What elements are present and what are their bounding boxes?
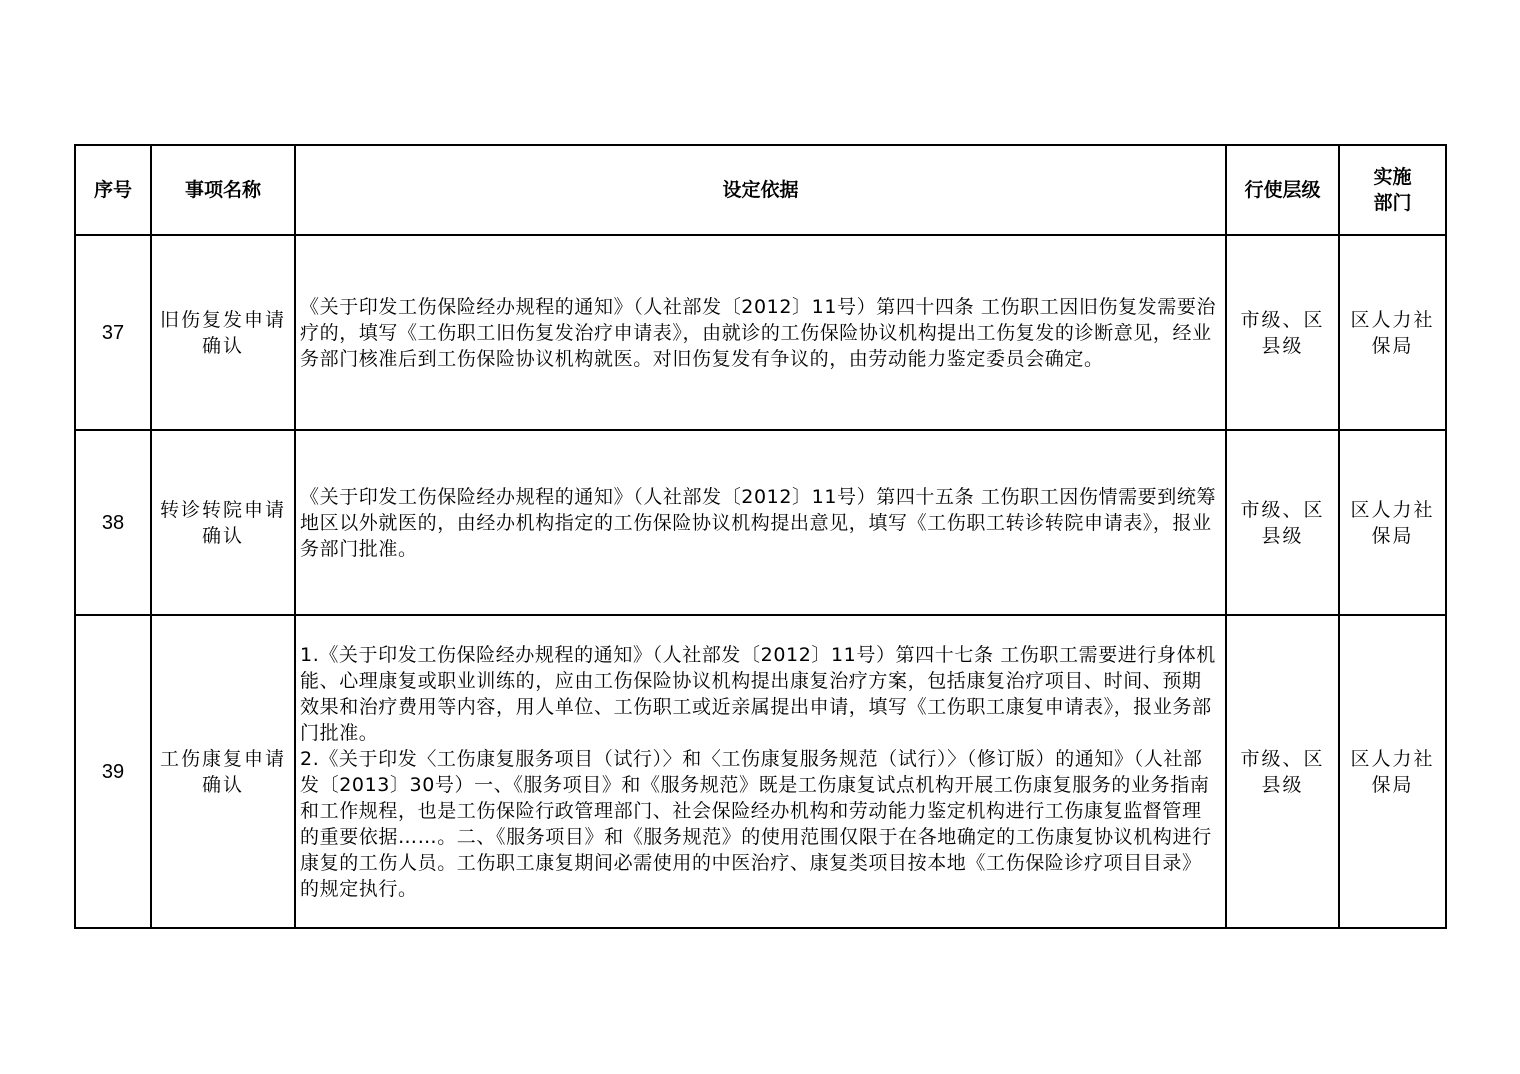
header-level: 行使层级 (1226, 145, 1339, 235)
table-row (75, 615, 1446, 928)
row-level: 市级、区县级 (1226, 615, 1339, 928)
header-name: 事项名称 (151, 145, 295, 235)
row-dept: 区人力社保局 (1339, 235, 1446, 430)
row-seq: 38 (75, 430, 151, 615)
row-seq: 37 (75, 235, 151, 430)
header-dept-line2: 部门 (1373, 192, 1412, 214)
row-item-name: 工伤康复申请确认 (151, 615, 295, 928)
row-dept: 区人力社保局 (1339, 430, 1446, 615)
row-basis (295, 615, 1226, 928)
row-item-name: 旧伤复发申请确认 (151, 235, 295, 430)
row-basis (295, 430, 1226, 615)
items-table (74, 144, 1447, 929)
basis-paragraph: 1.《关于印发工伤保险经办规程的通知》（人社部发〔2012〕11号）第四十七条 工伤职工需要进行身体机能、心理康复或职业训练的，应由工伤保险协议机构提出康复治疗方案，包括康复治疗项目、时间、预期效果和治疗费用等内容，用人单位、工伤职工或近亲属提出申请，填写《工伤职工康复申请表》，报业务部门批准。 (300, 643, 1216, 744)
table-row (75, 235, 1446, 430)
row-level: 市级、区县级 (1226, 430, 1339, 615)
row-basis (295, 235, 1226, 430)
basis-paragraph: 2.《关于印发〈工伤康复服务项目（试行）〉和〈工伤康复服务规范（试行）〉（修订版）的通知》（人社部发〔2013〕30号）一、《服务项目》和《服务规范》既是工伤康复试点机构开展工伤康复服务的业务指南和工作规程，也是工伤保险行政管理部门、社会保险经办机构和劳动能力鉴定机构进行工伤康复监督管理的重要依据……。二、《服务项目》和《服务规范》的使用范围仅限于在各地确定的工伤康复协议机构进行康复的工伤人员。工伤职工康复期间必需使用的中医治疗、康复类项目按本地《工伤保险诊疗项目目录》的规定执行。 (300, 747, 1212, 900)
header-basis: 设定依据 (295, 145, 1226, 235)
document-sheet (74, 144, 1445, 929)
row-item-name: 转诊转院申请确认 (151, 430, 295, 615)
header-dept (1339, 145, 1446, 235)
row-level: 市级、区县级 (1226, 235, 1339, 430)
header-dept-line1: 实施 (1373, 166, 1412, 188)
table-header-row (75, 145, 1446, 235)
basis-paragraph: 《关于印发工伤保险经办规程的通知》（人社部发〔2012〕11号）第四十四条 工伤职工因旧伤复发需要治疗的，填写《工伤职工旧伤复发治疗申请表》，由就诊的工伤保险协议机构提出工伤复发的诊断意见，经业务部门核准后到工伤保险协议机构就医。对旧伤复发有争议的，由劳动能力鉴定委员会确定。 (300, 295, 1217, 370)
row-dept: 区人力社保局 (1339, 615, 1446, 928)
header-seq: 序号 (75, 145, 151, 235)
row-seq: 39 (75, 615, 151, 928)
basis-paragraph: 《关于印发工伤保险经办规程的通知》（人社部发〔2012〕11号）第四十五条 工伤职工因伤情需要到统筹地区以外就医的，由经办机构指定的工伤保险协议机构提出意见，填写《工伤职工转诊转院申请表》，报业务部门批准。 (300, 485, 1217, 560)
table-row (75, 430, 1446, 615)
